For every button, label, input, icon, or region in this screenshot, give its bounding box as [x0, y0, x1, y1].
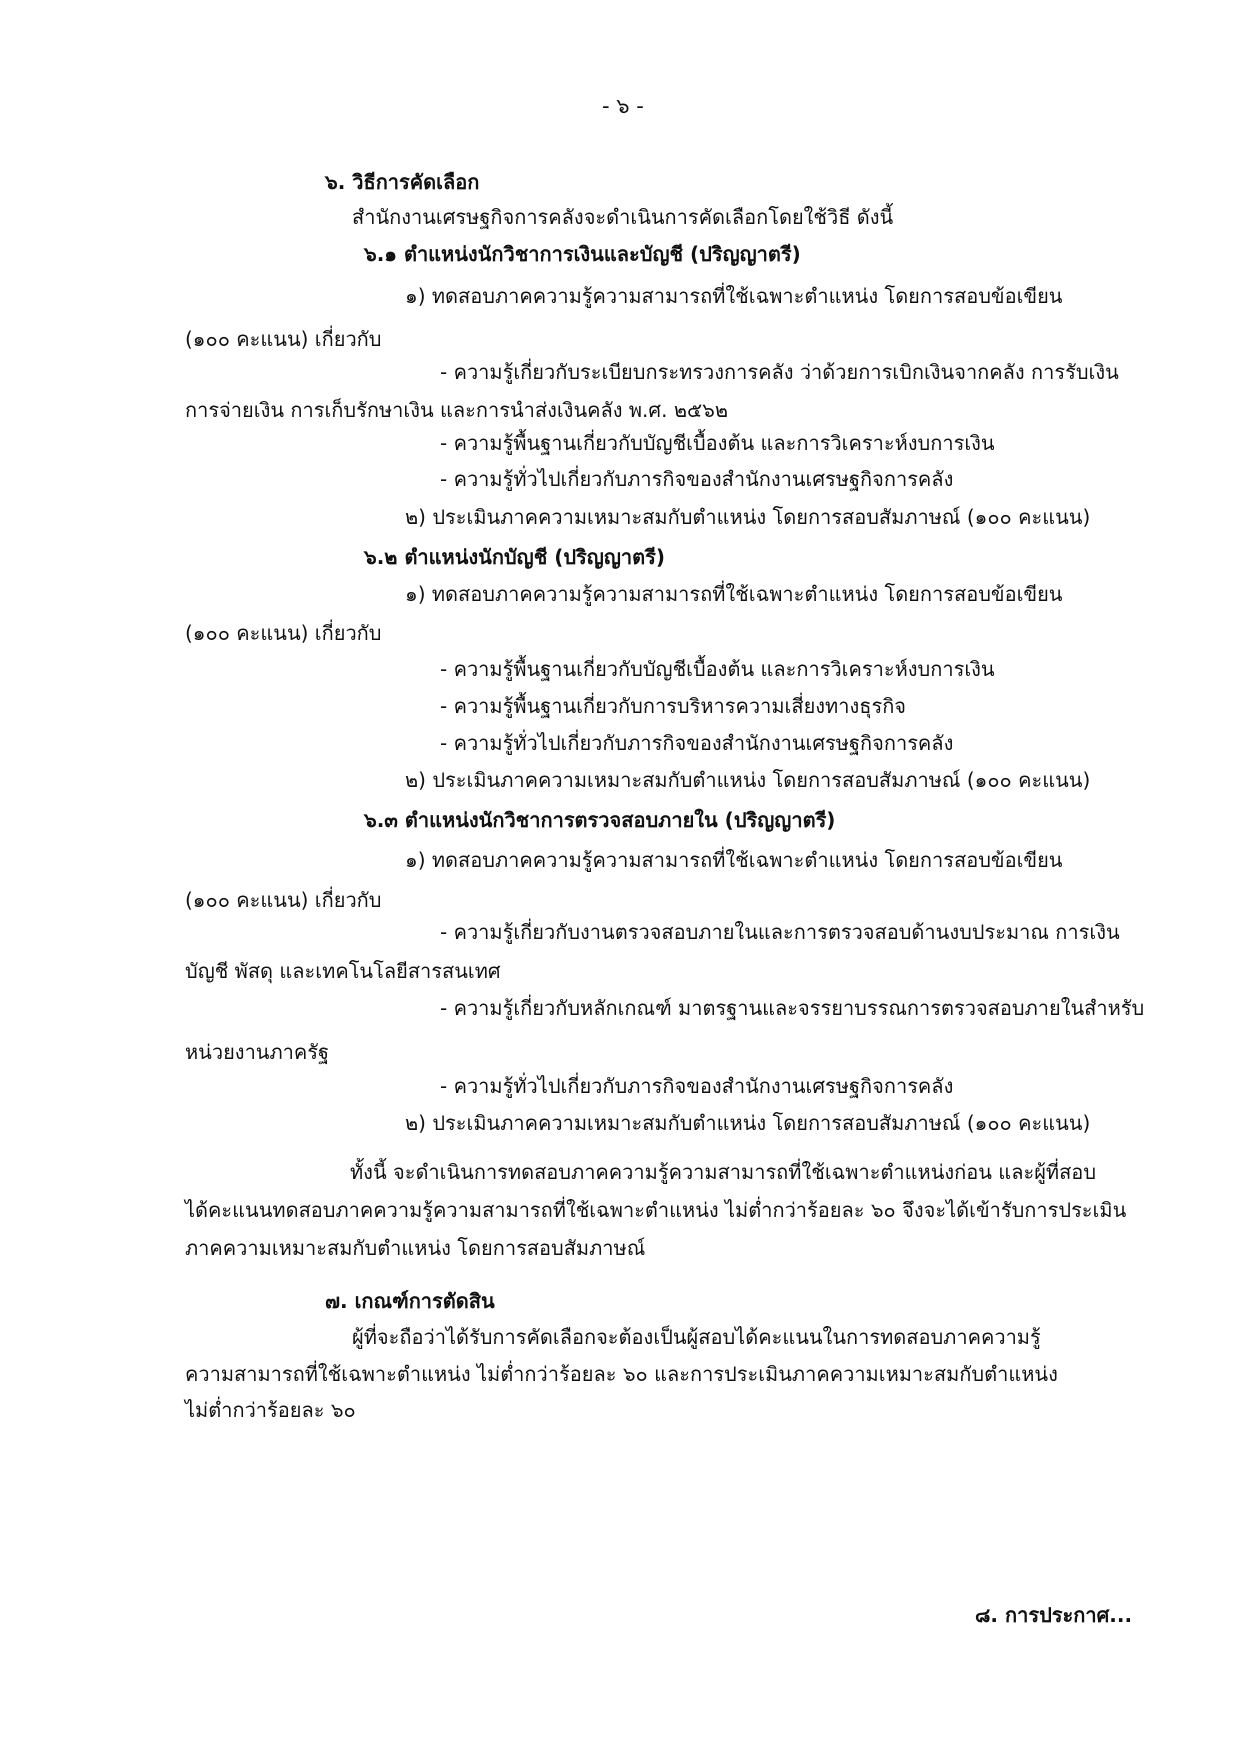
subsection-6-3-bullet-1-cont: บัญชี พัสดุ และเทคโนโลยีสารสนเทศ [185, 959, 501, 983]
section-7-line-3: ไม่ต่ำกว่าร้อยละ ๖๐ [185, 1398, 356, 1422]
continuation-marker: ๘. การประกาศ... [975, 1603, 1133, 1627]
section-7-line-1: ผู้ที่จะถือว่าได้รับการคัดเลือกจะต้องเป็นผู้สอบได้คะแนนในการทดสอบภาคความรู้ [352, 1325, 1041, 1349]
subsection-6-1-bullet-1: - ความรู้เกี่ยวกับระเบียบกระทรวงการคลัง ว่าด้วยการเบิกเงินจากคลัง การรับเงิน [440, 360, 1119, 384]
subsection-6-2-bullet-1: - ความรู้พื้นฐานเกี่ยวกับบัญชีเบื้องต้น และการวิเคราะห์งบการเงิน [440, 657, 995, 681]
subsection-6-1-item-2: ๒) ประเมินภาคความเหมาะสมกับตำแหน่ง โดยการสอบสัมภาษณ์ (๑๐๐ คะแนน) [405, 505, 1091, 529]
subsection-6-1-item-1: ๑) ทดสอบภาคความรู้ความสามารถที่ใช้เฉพาะตำแหน่ง โดยการสอบข้อเขียน [405, 284, 1063, 308]
subsection-6-2-item-1-cont: (๑๐๐ คะแนน) เกี่ยวกับ [185, 621, 382, 645]
section-7-heading: ๗. เกณฑ์การตัดสิน [325, 1289, 495, 1313]
subsection-6-1-title: ๖.๑ ตำแหน่งนักวิชาการเงินและบัญชี (ปริญญาตรี) [364, 242, 801, 266]
selection-note-line-1: ทั้งนี้ จะดำเนินการทดสอบภาคความรู้ความสามารถที่ใช้เฉพาะตำแหน่งก่อน และผู้ที่สอบ [350, 1160, 1097, 1184]
subsection-6-1-bullet-3: - ความรู้ทั่วไปเกี่ยวกับภารกิจของสำนักงานเศรษฐกิจการคลัง [440, 467, 954, 491]
subsection-6-3-bullet-2-cont: หน่วยงานภาครัฐ [185, 1040, 330, 1064]
subsection-6-3-item-1-cont: (๑๐๐ คะแนน) เกี่ยวกับ [185, 888, 382, 912]
subsection-6-1-bullet-2: - ความรู้พื้นฐานเกี่ยวกับบัญชีเบื้องต้น และการวิเคราะห์งบการเงิน [440, 431, 995, 455]
section-7-line-2: ความสามารถที่ใช้เฉพาะตำแหน่ง ไม่ต่ำกว่าร้อยละ ๖๐ และการประเมินภาคความเหมาะสมกับตำแหน่ง [185, 1362, 1058, 1386]
subsection-6-3-bullet-1: - ความรู้เกี่ยวกับงานตรวจสอบภายในและการตรวจสอบด้านงบประมาณ การเงิน [440, 920, 1120, 944]
selection-note-line-2: ได้คะแนนทดสอบภาคความรู้ความสามารถที่ใช้เฉพาะตำแหน่ง ไม่ต่ำกว่าร้อยละ ๖๐ จึงจะได้เข้ารับการประเมิน [185, 1198, 1127, 1222]
subsection-6-3-title: ๖.๓ ตำแหน่งนักวิชาการตรวจสอบภายใน (ปริญญาตรี) [364, 808, 836, 832]
subsection-6-2-item-2: ๒) ประเมินภาคความเหมาะสมกับตำแหน่ง โดยการสอบสัมภาษณ์ (๑๐๐ คะแนน) [405, 768, 1091, 792]
section-6-intro: สำนักงานเศรษฐกิจการคลังจะดำเนินการคัดเลือกโดยใช้วิธี ดังนี้ [352, 205, 894, 229]
subsection-6-2-bullet-3: - ความรู้ทั่วไปเกี่ยวกับภารกิจของสำนักงานเศรษฐกิจการคลัง [440, 731, 954, 755]
subsection-6-3-bullet-3: - ความรู้ทั่วไปเกี่ยวกับภารกิจของสำนักงานเศรษฐกิจการคลัง [440, 1074, 954, 1098]
subsection-6-1-bullet-1-cont: การจ่ายเงิน การเก็บรักษาเงิน และการนำส่งเงินคลัง พ.ศ. ๒๕๖๒ [185, 398, 729, 422]
subsection-6-3-bullet-2: - ความรู้เกี่ยวกับหลักเกณฑ์ มาตรฐานและจรรยาบรรณการตรวจสอบภายในสำหรับ [440, 996, 1145, 1020]
subsection-6-3-item-1: ๑) ทดสอบภาคความรู้ความสามารถที่ใช้เฉพาะตำแหน่ง โดยการสอบข้อเขียน [405, 848, 1063, 872]
selection-note-line-3: ภาคความเหมาะสมกับตำแหน่ง โดยการสอบสัมภาษณ์ [185, 1236, 646, 1260]
subsection-6-2-title: ๖.๒ ตำแหน่งนักบัญชี (ปริญญาตรี) [364, 545, 665, 569]
subsection-6-2-bullet-2: - ความรู้พื้นฐานเกี่ยวกับการบริหารความเสี่ยงทางธุรกิจ [440, 694, 907, 718]
subsection-6-1-item-1-cont: (๑๐๐ คะแนน) เกี่ยวกับ [185, 327, 382, 351]
section-6-heading: ๖. วิธีการคัดเลือก [325, 170, 480, 194]
page-number: - ๖ - [602, 94, 644, 118]
subsection-6-2-item-1: ๑) ทดสอบภาคความรู้ความสามารถที่ใช้เฉพาะตำแหน่ง โดยการสอบข้อเขียน [405, 582, 1063, 606]
subsection-6-3-item-2: ๒) ประเมินภาคความเหมาะสมกับตำแหน่ง โดยการสอบสัมภาษณ์ (๑๐๐ คะแนน) [405, 1111, 1091, 1135]
